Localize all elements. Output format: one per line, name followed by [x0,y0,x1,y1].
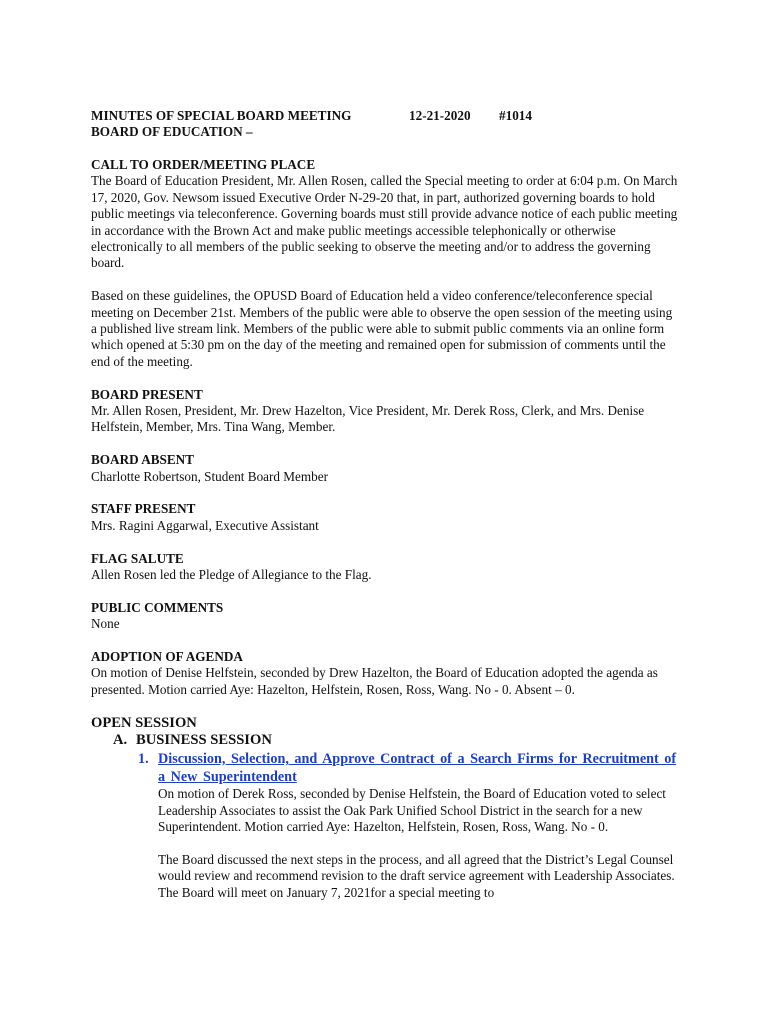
section-heading: PUBLIC COMMENTS [91,599,224,615]
section-heading: BOARD PRESENT [91,386,203,402]
board-absent-section [91,452,681,485]
paragraph: The Board discussed the next steps in the process, and all agreed that the District’s Legal Counsel would review and recommend revision to the draft service agreement with Leadership Associates. The Board will meet on January 7, 2021for a special meeting to [158,851,675,900]
section-heading: BOARD ABSENT [91,452,194,468]
paragraph: Charlotte Robertson, Student Board Member [91,468,328,484]
minutes-body [91,157,681,901]
paragraph: On motion of Denise Helfstein, seconded by Drew Hazelton, the Board of Education adopted the agenda as presented. Motion carried Aye: Hazelton, Helfstein, Rosen, Ross, Wang. No - 0. Absent – 0. [91,665,658,697]
open-session-heading: OPEN SESSION [91,714,197,731]
agenda-item-number: 1. [138,750,149,767]
staff-present-section [91,501,681,534]
paragraph: The Board of Education President, Mr. Allen Rosen, called the Special meeting to order at 6:04 p.m. On March 17, 2020, Gov. Newsom issued Executive Order N-29-20 that, in part, authorized governing boards to hold public meetings via teleconference. Governing boards must still provide advance notice of each public meeting in accordance with the Brown Act and make public meetings accessible telephonically or otherwise electronically to all members of the public seeking to observe the meeting and/or to address the governing board. [91,173,678,271]
agenda-item-title [138,750,681,786]
meeting-date: 12-21-2020 [409,108,471,123]
agenda-item-body [158,786,688,901]
public-comments-section [91,600,681,633]
section-heading: FLAG SALUTE [91,550,184,566]
paragraph: On motion of Derek Ross, seconded by Denise Helfstein, the Board of Education voted to select Leadership Associates to assist the Oak Park Unified School District in the search for a new Superintendent. Motion carried Aye: Hazelton, Helfstein, Rosen, Ross, Wang. No - 0. [158,786,666,835]
paragraph: Based on these guidelines, the OPUSD Board of Education held a video conference/teleconference special meeting on December 21st. Members of the public were able to observe the open session of the meeting using a published live stream link. Members of the public were able to submit public comments via an online form which opened at 5:30 pm on the day of the meeting and remained open for submission of comments until the end of the meeting. [91,288,673,369]
business-session-heading [113,732,681,750]
board-title: BOARD OF EDUCATION – [91,124,253,140]
paragraph: None [91,616,120,632]
meeting-number: #1014 [499,108,532,123]
minutes-header [91,108,691,141]
business-session-label: BUSINESS SESSION [136,732,272,749]
agenda-item-link[interactable]: Discussion, Selection, and Approve Contract of a Search Firms for Recruitment of a New Superintendent [158,750,677,786]
section-heading: ADOPTION OF AGENDA [91,649,243,665]
paragraph: Mrs. Ragini Aggarwal, Executive Assistant [91,517,319,533]
paragraph: Allen Rosen led the Pledge of Allegiance to the Flag. [91,567,372,583]
adoption-of-agenda-section [91,649,681,698]
section-heading: STAFF PRESENT [91,501,196,517]
open-session-section [91,715,681,901]
paragraph: Mr. Allen Rosen, President, Mr. Drew Hazelton, Vice President, Mr. Derek Ross, Clerk, and Mrs. Denise Helfstein, Member, Mrs. Tina Wang, Member. [91,403,645,435]
minutes-title: MINUTES OF SPECIAL BOARD MEETING [91,108,352,123]
board-present-section [91,387,681,436]
flag-salute-section [91,551,681,584]
call-to-order-section [91,157,681,370]
business-session-marker: A. [113,732,128,749]
section-heading: CALL TO ORDER/MEETING PLACE [91,157,316,172]
